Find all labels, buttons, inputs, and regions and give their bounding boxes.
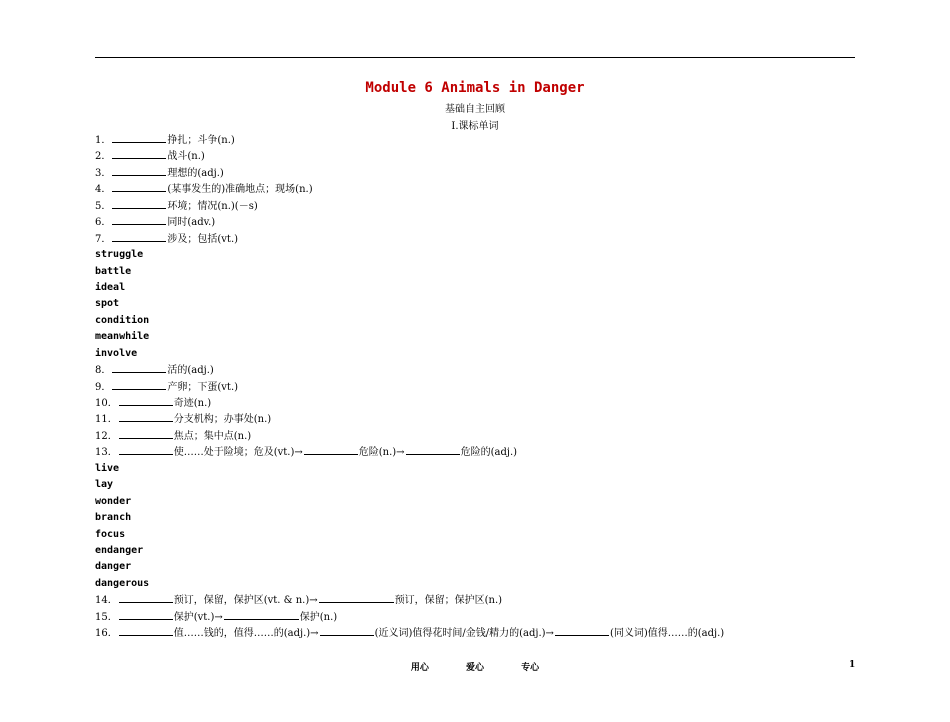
question-number: 5． bbox=[95, 200, 112, 212]
answer-line: endanger bbox=[95, 544, 144, 556]
question-text: (某事发生的)准确地点；现场(n.) bbox=[167, 184, 313, 196]
question-number: 6． bbox=[95, 217, 112, 229]
question-number: 12． bbox=[95, 430, 118, 442]
answer-blank[interactable] bbox=[112, 165, 166, 176]
exercise-list bbox=[95, 132, 855, 642]
question-line bbox=[95, 444, 855, 460]
question-number: 2． bbox=[95, 151, 112, 163]
answer-line: meanwhile bbox=[95, 331, 150, 343]
answer-blank[interactable] bbox=[319, 592, 394, 603]
answer-blank[interactable] bbox=[119, 625, 173, 636]
answer-blank[interactable] bbox=[112, 148, 166, 159]
question-text: 分支机构；办事处(n.) bbox=[173, 414, 272, 426]
answer-blank[interactable] bbox=[119, 444, 173, 455]
question-line bbox=[95, 362, 855, 378]
answer-blank[interactable] bbox=[112, 198, 166, 209]
question-number: 10． bbox=[95, 398, 118, 409]
question-text: 战斗(n.) bbox=[167, 151, 205, 163]
question-text: (同义词)值得……的(adj.) bbox=[609, 628, 725, 640]
answer-line: ideal bbox=[95, 281, 126, 293]
question-text: 保护(n.) bbox=[299, 611, 338, 623]
question-text: 挣扎；斗争(n.) bbox=[167, 135, 235, 146]
question-number: 16． bbox=[95, 628, 118, 640]
question-text: 保护(vt.)→ bbox=[173, 611, 223, 623]
answer-blank[interactable] bbox=[119, 411, 173, 422]
question-line bbox=[95, 609, 855, 625]
question-number: 3． bbox=[95, 167, 112, 179]
answer-blank[interactable] bbox=[119, 592, 173, 603]
question-text: 涉及；包括(vt.) bbox=[167, 233, 239, 245]
question-number: 7． bbox=[95, 233, 112, 245]
question-text: 活的(adj.) bbox=[167, 365, 214, 377]
answer-blank[interactable] bbox=[406, 444, 460, 455]
question-line bbox=[95, 214, 855, 230]
question-number: 14． bbox=[95, 595, 118, 607]
header-rule bbox=[95, 57, 855, 58]
answer-line: wonder bbox=[95, 495, 132, 507]
answer-line: danger bbox=[95, 561, 132, 573]
question-line bbox=[95, 165, 855, 181]
question-text: 焦点；集中点(n.) bbox=[173, 430, 252, 442]
question-line bbox=[95, 181, 855, 197]
question-line bbox=[95, 198, 855, 214]
answer-blank[interactable] bbox=[119, 395, 173, 406]
question-number: 8． bbox=[95, 365, 112, 377]
answer-blank[interactable] bbox=[112, 181, 166, 192]
answer-line: lay bbox=[95, 479, 114, 491]
question-line bbox=[95, 411, 855, 427]
answer-line: condition bbox=[95, 314, 150, 326]
question-text: (近义词)值得花时间/金钱/精力的(adj.)→ bbox=[374, 628, 554, 640]
question-text: 危险(n.)→ bbox=[358, 447, 405, 459]
question-line bbox=[95, 379, 855, 395]
answer-line: focus bbox=[95, 528, 126, 540]
question-line bbox=[95, 231, 855, 247]
answer-blank[interactable] bbox=[320, 625, 374, 636]
page-footer bbox=[0, 660, 950, 673]
answer-line: struggle bbox=[95, 249, 144, 261]
page-title: Module 6 Animals in Danger bbox=[365, 80, 585, 96]
question-line bbox=[95, 132, 855, 148]
question-line bbox=[95, 395, 855, 411]
question-number: 1． bbox=[95, 135, 112, 146]
question-number: 11． bbox=[95, 414, 118, 426]
answer-line: involve bbox=[95, 347, 138, 359]
question-text: 理想的(adj.) bbox=[167, 167, 224, 179]
answer-blank[interactable] bbox=[119, 609, 173, 620]
question-number: 15． bbox=[95, 611, 118, 623]
question-text: 环境；情况(n.)(－s) bbox=[167, 200, 258, 212]
page-number: 1 bbox=[849, 660, 856, 670]
answer-line: live bbox=[95, 462, 120, 474]
answer-blank[interactable] bbox=[224, 609, 299, 620]
question-line bbox=[95, 592, 855, 608]
question-line bbox=[95, 625, 855, 641]
question-line bbox=[95, 148, 855, 164]
question-number: 13． bbox=[95, 447, 118, 459]
answer-line: battle bbox=[95, 265, 132, 277]
answer-blank[interactable] bbox=[112, 379, 166, 390]
answer-blank[interactable] bbox=[304, 444, 358, 455]
question-text: 预订，保留，保护区(vt. & n.)→ bbox=[173, 595, 318, 607]
question-text: 奇迹(n.) bbox=[173, 398, 212, 409]
question-number: 9． bbox=[95, 381, 112, 393]
question-text: 值……钱的，值得……的(adj.)→ bbox=[173, 628, 319, 640]
question-number: 4． bbox=[95, 184, 112, 196]
question-text: 同时(adv.) bbox=[167, 217, 216, 229]
footer-text-1: 用心 bbox=[410, 663, 429, 673]
answer-line: branch bbox=[95, 512, 132, 524]
answer-blank[interactable] bbox=[112, 231, 166, 242]
answer-blank[interactable] bbox=[555, 625, 609, 636]
section-heading: Ⅰ.课标单词 bbox=[451, 121, 499, 132]
answer-blank[interactable] bbox=[119, 428, 173, 439]
question-text: 危险的(adj.) bbox=[460, 447, 518, 459]
footer-text-2: 爱心 bbox=[465, 663, 484, 673]
answer-line: dangerous bbox=[95, 577, 150, 589]
answer-blank[interactable] bbox=[112, 214, 166, 225]
answer-blank[interactable] bbox=[112, 362, 166, 373]
question-text: 使……处于险境；危及(vt.)→ bbox=[173, 447, 303, 459]
question-text: 产卵；下蛋(vt.) bbox=[167, 381, 239, 393]
answer-line: spot bbox=[95, 298, 120, 310]
question-text: 预订，保留；保护区(n.) bbox=[394, 595, 503, 607]
question-line bbox=[95, 428, 855, 444]
footer-text-3: 专心 bbox=[521, 663, 540, 673]
answer-blank[interactable] bbox=[112, 132, 166, 143]
page-subtitle: 基础自主回顾 bbox=[445, 104, 505, 115]
